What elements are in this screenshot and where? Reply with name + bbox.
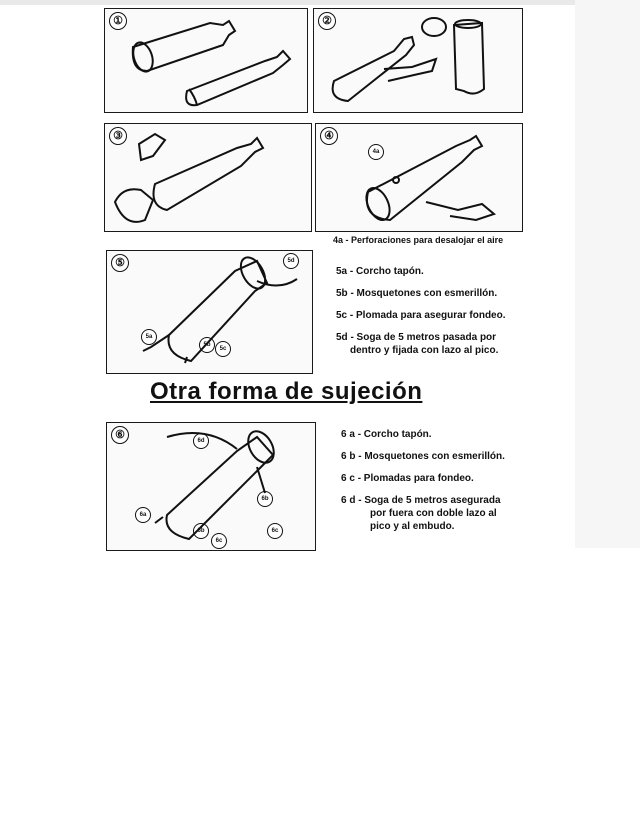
legend-text: - Corcho tapón. (357, 429, 432, 440)
callout-5c: 5c (215, 341, 231, 357)
legend-5 (336, 265, 506, 357)
legend-code: 5a (336, 266, 348, 277)
legend-text: - Plomada para asegurar fondeo. (349, 310, 506, 321)
panel-number: ③ (109, 127, 127, 145)
callout-5d: 5d (283, 253, 299, 269)
legend-code: 6 d (341, 495, 356, 506)
legend-item-5a (336, 265, 506, 278)
callout-5a: 5a (141, 329, 157, 345)
scan-right-shadow (575, 0, 640, 548)
panel-number: ① (109, 12, 127, 30)
bottles-illustration (105, 9, 307, 112)
panel-number: ⑥ (111, 426, 129, 444)
panel-5 (106, 250, 313, 374)
callout-4a: 4a (368, 144, 384, 160)
legend-text: - Mosquetones con esmerillón. (358, 451, 505, 462)
legend-text: - Perforaciones para desalojar el aire (345, 235, 504, 245)
legend-text-continuation: por fuera con doble lazo al (370, 508, 497, 519)
scan-top-edge (0, 0, 640, 5)
legend-4a (333, 234, 503, 247)
panel-1 (104, 8, 308, 113)
legend-item-6c (341, 472, 505, 485)
legend-code: 5b (336, 288, 348, 299)
panel-number: ⑤ (111, 254, 129, 272)
legend-item-6a (341, 428, 505, 441)
legend-text: - Corcho tapón. (349, 266, 424, 277)
legend-item-5d (336, 331, 506, 357)
legend-item-6d (341, 494, 505, 533)
section-heading: Otra forma de sujeción (150, 378, 423, 405)
cut-bottle-illustration (314, 9, 522, 112)
legend-code: 6 c (341, 473, 355, 484)
panel-4 (315, 123, 523, 232)
legend-item-5c (336, 309, 506, 322)
callout-6c: 6c (211, 533, 227, 549)
callout-5b: 5b (199, 337, 215, 353)
legend-code: 6 a (341, 429, 355, 440)
perforation-illustration (316, 124, 522, 231)
legend-code: 6 b (341, 451, 356, 462)
legend-text: - Soga de 5 metros asegurada (358, 495, 501, 506)
funnel-insertion-illustration (105, 124, 311, 231)
legend-code: 5c (336, 310, 348, 321)
legend-text: - Mosquetones con esmerillón. (350, 288, 498, 299)
panel-number: ④ (320, 127, 338, 145)
legend-item-5b (336, 287, 506, 300)
rope-inside-illustration (107, 251, 312, 373)
callout-6b: 6b (257, 491, 273, 507)
legend-item-6b (341, 450, 505, 463)
legend-code: 5d (336, 332, 348, 343)
rope-outside-illustration (107, 423, 315, 550)
callout-6a: 6a (135, 507, 151, 523)
legend-code: 4a (333, 235, 344, 245)
legend-text-continuation: dentro y fijada con lazo al pico. (350, 345, 499, 356)
callout-6c: 6c (267, 523, 283, 539)
callout-6d: 6d (193, 433, 209, 449)
legend-text-continuation: pico y al embudo. (370, 521, 455, 532)
callout-6b: 6b (193, 523, 209, 539)
panel-6 (106, 422, 316, 551)
panel-2 (313, 8, 523, 113)
panel-number: ② (318, 12, 336, 30)
legend-text: - Plomadas para fondeo. (357, 473, 474, 484)
legend-text: - Soga de 5 metros pasada por (350, 332, 497, 343)
legend-6 (341, 428, 505, 533)
panel-3 (104, 123, 312, 232)
